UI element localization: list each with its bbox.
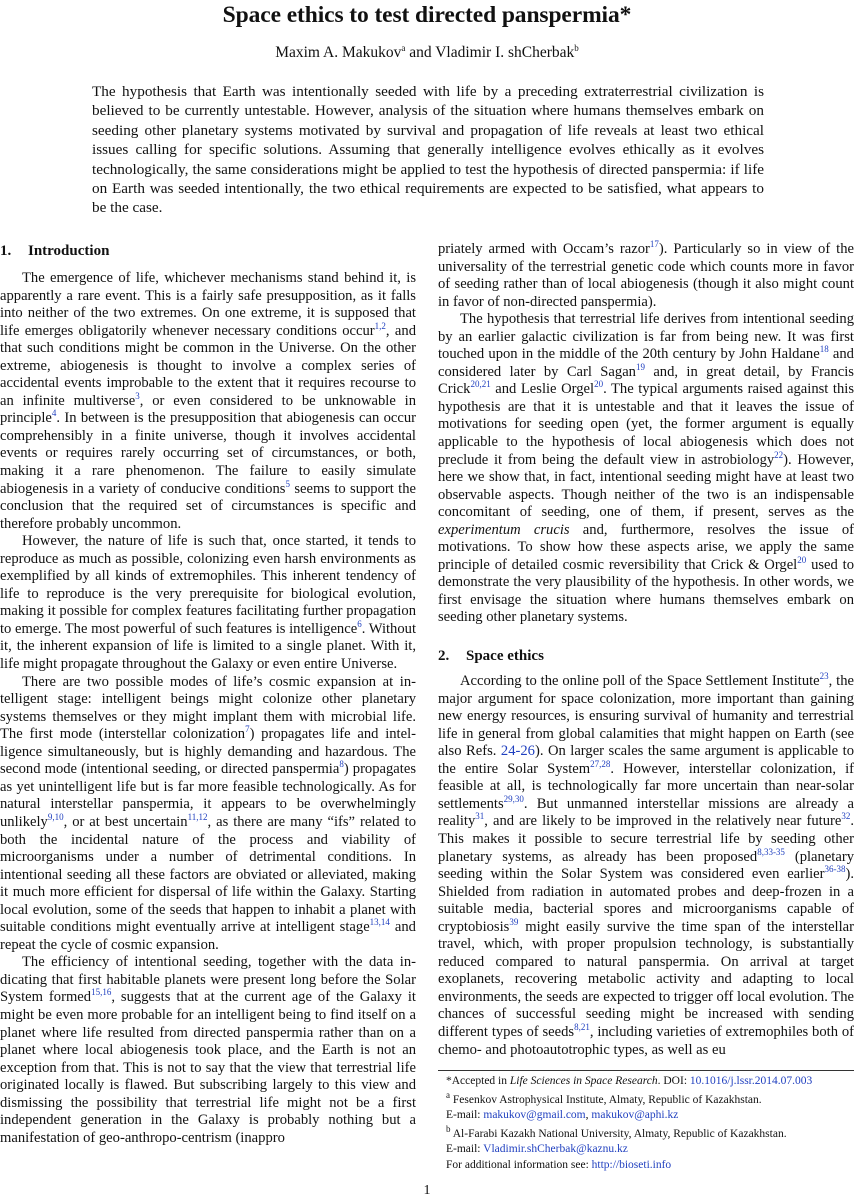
author-2: Vladimir I. shCherbak: [435, 44, 575, 61]
citation-link[interactable]: 8,21: [574, 1022, 590, 1033]
citation-link[interactable]: 13,14: [369, 917, 390, 928]
page-number: 1: [423, 1183, 431, 1198]
author-2-affiliation-mark: b: [574, 42, 579, 53]
citation-link[interactable]: 4: [51, 408, 57, 419]
citation-link[interactable]: 18: [819, 344, 829, 355]
footnote-email-a: E-mail: makukov@gmail.com, makukov@aphi.kz: [446, 1109, 679, 1121]
right-column: [438, 241, 854, 1059]
paragraph: However, the nature of life is such that, once started, it tends to reproduce as much as possible, colonizing even harsh environments as exemplified by all kinds of extremophiles. This inherent tendency of life to reproduce is the very prerequisite for biological evolution, making it possible for complex features facilitating further propagation to emerge. The most powerful of such features is intelligence$^6$. Without it, the inherent expansion of life is limited to a single planet. With it, life might propagate throughout the Galaxy or even entire Universe.: [0, 533, 416, 673]
title-footnote-mark: *: [619, 2, 632, 28]
citation-link[interactable]: 22: [774, 449, 784, 460]
footnote-accepted: *Accepted in Life Sciences in Space Research. DOI: 10.1016/j.lssr.2014.07.003: [446, 1075, 813, 1087]
author-1-affiliation-mark: a: [401, 42, 406, 53]
citation-link[interactable]: 31: [475, 811, 485, 822]
section-heading-introduction: 1. Introduction: [0, 243, 110, 259]
paragraph: The emergence of life, whichever mechanisms stand behind it, is apparently a rare event. This is a fairly safe presupposition, as it falls into neither of the two extremes. On one extreme, it is supposed that life emerges obligatorily whenever necessary conditions occur$^{1,2}$, and that such conditions might be common in the Universe. On the other extreme, abiogenesis is thought to involve a complex series of accidental events improbable to the extent that it requires recourse to an infinite multiverse$^3$, or even considered to be unknowable in principle$^4$. In between is the presupposition that abiogenesis can occur comprehensibly in a finite universe, though it involves accidental events or requires rarely occurring set of circumstances, or both, making it a rare phenomenon. The failure to easily simulate abiogenesis in a variety of conducive conditions$^5$ seems to support the conclusion that the required set of circumstances is specific and therefore probably uncommon.: [0, 270, 416, 532]
citation-link[interactable]: 39: [509, 916, 519, 927]
left-column: [0, 241, 416, 1147]
citation-link[interactable]: 20,21: [470, 379, 491, 390]
paper-title: Space ethics to test directed panspermia*: [222, 2, 632, 28]
paragraph: The hypothesis that terrestrial life derives from intentional seeding by an earlier galactic civilization is far from being new. It was first touched upon in the middle of the 20th century by John Haldane$^{18}$ and considered later by Carl Sagan$^{19}$ and, in great detail, by Francis Crick$^{20,21}$ and Leslie Orgel$^{20}$. The typical arguments raised against this hypothesis are that it is untestable and that it leaves the issue of motivations for seeding open (yet, the former argument is equally applicable to the hypothesis of local abiogenesis which does not preclude it from being the default view in astrobiology$^{22}$). However, here we show that, in fact, intentional seeding might have at least two observable aspects. Though neither of the two is an indispensable concomitant of seeding, one of them, if present, serves as the experimentum crucis and, furthermore, resolves the issue of motivations. To show how these aspects arise, we apply the same principle of detailed cosmic reversibility that Crick & Orgel$^{20}$ used to demonstrate the very plausibility of the hypothesis. In other words, we first envisage the situation where humans themselves embark on seeding other planetary systems.: [438, 311, 854, 626]
citation-link[interactable]: 15,16: [91, 987, 112, 998]
email-link[interactable]: makukov@aphi.kz: [591, 1109, 679, 1121]
citation-link[interactable]: 23: [819, 671, 829, 682]
citation-link[interactable]: 6: [357, 619, 362, 630]
author-conjunction: and: [405, 44, 436, 61]
author-1: Maxim A. Makukov: [275, 44, 402, 61]
citation-link[interactable]: 20: [797, 554, 807, 565]
citation-link[interactable]: 3: [135, 390, 140, 401]
abstract: The hypothesis that Earth was intentionally seeded with life by a preceding extraterrestrial civilization is believed to be currently untestable. However, analysis of the situation where humans themselves embark on seeding other planetary systems motivated by survival and propagation of life reveals at least two ethical issues calling for specific solutions. Assuming that generally intelligence evolves ethically as it evolves technologically, the same considerations might be applied to test the hypothesis of directed panspermia: if life on Earth was seeded intentionally, the two ethical requirements are expected to be satisfied, what appears to be the case.: [92, 83, 764, 217]
citation-link[interactable]: 20: [594, 379, 604, 390]
citation-link[interactable]: 36-38: [824, 864, 846, 875]
email-link[interactable]: Vladimir.shCherbak@kaznu.kz: [483, 1143, 628, 1155]
citation-link[interactable]: 8: [339, 759, 344, 770]
citation-link[interactable]: 1,2: [374, 320, 386, 331]
paragraph: priately armed with Occam’s razor$^{17}$). Particularly so in view of the universality of the terrestrial genetic code which counts more in favor of seeding rather than of local abiogenesis (though it also might count in favor of non-directed panspermia).: [438, 239, 854, 310]
citation-link[interactable]: 32: [841, 811, 851, 822]
citation-link[interactable]: 17: [649, 239, 659, 250]
email-link[interactable]: makukov@gmail.com: [483, 1109, 586, 1121]
emphasis-experimentum-crucis: experimentum crucis: [438, 521, 570, 538]
citation-link[interactable]: 5: [285, 478, 290, 489]
citation-link[interactable]: 27,28: [590, 758, 611, 769]
citation-link[interactable]: 9,10: [47, 812, 64, 823]
citation-link[interactable]: 11,12: [187, 812, 208, 823]
citation-link[interactable]: 24-26: [500, 743, 535, 760]
citation-link[interactable]: 19: [635, 361, 645, 372]
footnote-affiliation-b: $^b$ Al-Farabi Kazakh National University, Almaty, Republic of Kazakhstan.: [446, 1123, 787, 1140]
paragraph: According to the online poll of the Space Settlement Institute$^{23}$, the major argument for space colonization, more important than gaining new energy resources, is ensuring survival of humanity and terrestrial life in general from global calamities that might happen on Earth (see also Refs. 24-26). On larger scales the same argument is applicable to the entire Solar System$^{27,28}$. However, interstellar colonization, if feasible at all, is technologically far more uncertain than near-solar settlements$^{29,30}$. But unmanned interstellar missions are already a reality$^{31}$, and are likely to be improved in the relatively near future$^{32}$. This makes it possible to secure terrestrial life by seeding other planetary systems, as already has been proposed$^{8,33-35}$ (planetary seeding within the Solar System was considered even earlier$^{36-38}$). Shielded from radiation in automated probes and deep-frozen in a suitable media, bacterial spores and microorganisms capable of cryptobiosis$^{39}$ might easily survive the time span of the interstellar travel, which, with proper propulsion technology, is substantially reduced compared to natural panspermia. On arrival at target exoplanets, recovering metabolic activity and adapting to local environments, the seeds are expected to trigger off local evolution. The chances of successful seeding might be increased with sending different types of seeds$^{8,21}$, including varieties of extremophiles both of chemo- and photoautotrophic types, as well as eu: [438, 671, 854, 1058]
footnote-info: For additional information see: http://bioseti.info: [446, 1158, 672, 1171]
citation-link[interactable]: 8,33-35: [757, 846, 785, 857]
paragraph: There are two possible modes of life’s cosmic expansion at intelligent stage: intelligent beings might colonize other planetary systems themselves or they might implant them with microbial life. The first mode (interstellar colonization$^7$) propagates life and intelligence simultaneously, but is highly demanding and hazardous. The second mode (intentional seeding, or directed panspermia$^8$) propagates as yet unintelligent life but is far more feasible technologically. As for natural interstellar panspermia, it appears to be overwhelmingly unlikely$^{9,10}$, or at best uncertain$^{11,12}$, as there are many “ifs” related to both the incidental nature of the process and viability of microorganisms under a number of detrimental conditions. In intentional seeding all these factors are obviated or alleviated, making it much more efficient for dispersal of life within the Galaxy. Starting local evolution, some of the seeds that happen to inhabit a planet with suitable conditions might eventually arrive at intelligent stage$^{13,14}$ and repeat the cycle of cosmic expansion.: [0, 673, 417, 953]
author-line: [0, 44, 854, 62]
paragraph: The efficiency of intentional seeding, together with the data indicating that first habitable planets were present long before the Solar System formed$^{15,16}$, suggests that at the current age of the Galaxy it might be even more probable for an intelligent being to find itself on a planet where life resulted from directed panspermia rather than on a planet where local abiogenesis took place, and the Earth is not an exception from that. This is not to say that the view that terrestrial life originated locally is flawed. But subscribing largely to this view and dismissing the possibility that terrestrial life might not be a first independent generation in the Galaxy is probably nothing but a manifestation of geo-anthropo-centrism (inappro: [0, 954, 416, 1146]
citation-link[interactable]: 7: [245, 724, 250, 735]
website-link[interactable]: http://bioseti.info: [591, 1158, 672, 1171]
footnote-email-b: E-mail: Vladimir.shCherbak@kaznu.kz: [446, 1143, 628, 1155]
footnotes: [438, 1070, 854, 1173]
footnote-affiliation-a: $^a$ Fesenkov Astrophysical Institute, Almaty, Republic of Kazakhstan.: [446, 1089, 762, 1106]
section-heading-space-ethics: 2. Space ethics: [438, 648, 544, 665]
citation-link[interactable]: 29,30: [503, 794, 524, 804]
doi-link[interactable]: 10.1016/j.lssr.2014.07.003: [689, 1075, 813, 1087]
